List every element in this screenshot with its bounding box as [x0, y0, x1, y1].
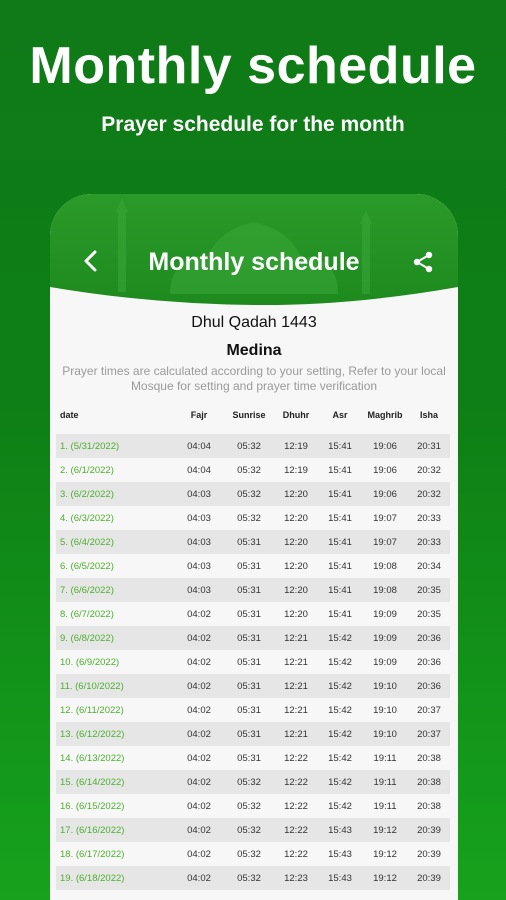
cell-fajr: 04:02 [187, 680, 211, 692]
share-icon [411, 250, 435, 274]
cell-isha: 20:31 [417, 440, 441, 452]
cell-asr: 15:43 [328, 824, 352, 836]
cell-isha: 20:38 [417, 776, 441, 788]
cell-date[interactable]: 4. (6/3/2022) [60, 512, 114, 524]
cell-date[interactable]: 2. (6/1/2022) [60, 464, 114, 476]
cell-fajr: 04:02 [187, 800, 211, 812]
table-row[interactable] [56, 554, 450, 578]
cell-asr: 15:41 [328, 560, 352, 572]
cell-dhuhr: 12:22 [284, 824, 308, 836]
cell-date[interactable]: 7. (6/6/2022) [60, 584, 114, 596]
cell-fajr: 04:02 [187, 704, 211, 716]
cell-sunrise: 05:31 [237, 608, 261, 620]
cell-dhuhr: 12:20 [284, 512, 308, 524]
cell-sunrise: 05:32 [237, 512, 261, 524]
cell-date[interactable]: 1. (5/31/2022) [60, 440, 120, 452]
cell-maghrib: 19:09 [373, 608, 397, 620]
cell-dhuhr: 12:22 [284, 752, 308, 764]
cell-isha: 20:33 [417, 536, 441, 548]
column-header-fajr: Fajr [190, 410, 208, 420]
cell-asr: 15:42 [328, 656, 352, 668]
cell-isha: 20:37 [417, 704, 441, 716]
cell-isha: 20:36 [417, 680, 441, 692]
cell-asr: 15:42 [328, 704, 352, 716]
cell-date[interactable]: 10. (6/9/2022) [60, 656, 120, 668]
column-header-asr: Asr [332, 410, 348, 420]
phone-frame [50, 194, 458, 900]
table-row[interactable] [56, 626, 450, 650]
cell-asr: 15:42 [328, 776, 352, 788]
cell-date[interactable]: 5. (6/4/2022) [60, 536, 114, 548]
cell-fajr: 04:03 [187, 488, 211, 500]
cell-isha: 20:35 [417, 608, 441, 620]
cell-isha: 20:36 [417, 656, 441, 668]
cell-sunrise: 05:31 [237, 752, 261, 764]
cell-sunrise: 05:32 [237, 488, 261, 500]
table-row[interactable] [56, 866, 450, 890]
cell-date[interactable]: 11. (6/10/2022) [60, 680, 124, 692]
cell-dhuhr: 12:20 [284, 560, 308, 572]
cell-asr: 15:43 [328, 848, 352, 860]
cell-date[interactable]: 14. (6/13/2022) [60, 752, 125, 764]
cell-maghrib: 19:10 [373, 680, 397, 692]
cell-dhuhr: 12:20 [284, 536, 308, 548]
cell-isha: 20:38 [417, 752, 441, 764]
app-bar-title: Monthly schedule [148, 248, 360, 276]
cell-dhuhr: 12:22 [284, 848, 308, 860]
cell-sunrise: 05:32 [237, 848, 261, 860]
cell-date[interactable]: 15. (6/14/2022) [60, 776, 125, 788]
table-row[interactable] [56, 482, 450, 506]
cell-isha: 20:39 [417, 872, 441, 884]
cell-asr: 15:41 [328, 512, 352, 524]
table-row[interactable] [56, 578, 450, 602]
cell-sunrise: 05:31 [237, 584, 261, 596]
cell-maghrib: 19:11 [373, 752, 397, 764]
cell-date[interactable]: 19. (6/18/2022) [60, 872, 125, 884]
cell-maghrib: 19:06 [373, 488, 397, 500]
cell-fajr: 04:03 [187, 512, 211, 524]
cell-isha: 20:35 [417, 584, 441, 596]
cell-dhuhr: 12:19 [284, 440, 308, 452]
cell-maghrib: 19:10 [373, 704, 397, 716]
column-header-dhuhr: Dhuhr [282, 410, 310, 420]
cell-asr: 15:43 [328, 872, 352, 884]
cell-date[interactable]: 16. (6/15/2022) [60, 800, 125, 812]
cell-dhuhr: 12:20 [284, 608, 308, 620]
table-row[interactable] [56, 602, 450, 626]
cell-fajr: 04:02 [187, 752, 211, 764]
cell-fajr: 04:02 [187, 632, 211, 644]
cell-dhuhr: 12:21 [284, 680, 308, 692]
table-row[interactable] [56, 434, 450, 458]
cell-fajr: 04:02 [187, 776, 211, 788]
cell-maghrib: 19:12 [373, 824, 397, 836]
cell-maghrib: 19:08 [373, 584, 397, 596]
cell-maghrib: 19:07 [373, 536, 397, 548]
table-header-row [56, 400, 450, 430]
cell-dhuhr: 12:23 [284, 872, 308, 884]
cell-fajr: 04:02 [187, 872, 211, 884]
cell-date[interactable]: 18. (6/17/2022) [60, 848, 125, 860]
cell-isha: 20:34 [417, 560, 441, 572]
cell-sunrise: 05:31 [237, 656, 261, 668]
cell-dhuhr: 12:20 [284, 584, 308, 596]
cell-dhuhr: 12:22 [284, 776, 308, 788]
cell-asr: 15:42 [328, 680, 352, 692]
cell-maghrib: 19:12 [373, 848, 397, 860]
table-row[interactable] [56, 458, 450, 482]
cell-maghrib: 19:08 [373, 560, 397, 572]
app-bar [50, 194, 458, 312]
cell-maghrib: 19:12 [373, 872, 397, 884]
cell-maghrib: 19:06 [373, 440, 397, 452]
table-row[interactable] [56, 506, 450, 530]
cell-sunrise: 05:31 [237, 560, 261, 572]
cell-fajr: 04:04 [187, 440, 211, 452]
table-row[interactable] [56, 794, 450, 818]
table-row[interactable] [56, 674, 450, 698]
cell-dhuhr: 12:21 [284, 704, 308, 716]
column-header-maghrib: Maghrib [367, 410, 403, 420]
cell-asr: 15:41 [328, 608, 352, 620]
promo-title: Monthly schedule [29, 37, 477, 95]
cell-sunrise: 05:31 [237, 728, 261, 740]
cell-asr: 15:42 [328, 632, 352, 644]
calculation-notice: Prayer times are calculated according to your setting, Refer to your local Mosque for setting and prayer time verification [62, 364, 446, 393]
cell-asr: 15:41 [328, 536, 352, 548]
cell-sunrise: 05:31 [237, 680, 261, 692]
cell-dhuhr: 12:19 [284, 464, 308, 476]
cell-sunrise: 05:32 [237, 440, 261, 452]
cell-asr: 15:41 [328, 488, 352, 500]
column-header-sunrise: Sunrise [232, 410, 266, 420]
column-header-date: date [60, 410, 79, 420]
cell-isha: 20:33 [417, 512, 441, 524]
cell-isha: 20:37 [417, 728, 441, 740]
hijri-month-title: Dhul Qadah 1443 [191, 314, 317, 331]
cell-date[interactable]: 6. (6/5/2022) [60, 560, 114, 572]
table-row[interactable] [56, 698, 450, 722]
cell-dhuhr: 12:21 [284, 632, 308, 644]
cell-isha: 20:32 [417, 488, 441, 500]
cell-isha: 20:36 [417, 632, 441, 644]
prayer-times-table [56, 400, 450, 890]
cell-asr: 15:42 [328, 728, 352, 740]
cell-sunrise: 05:31 [237, 704, 261, 716]
cell-date[interactable]: 12. (6/11/2022) [60, 704, 124, 716]
cell-dhuhr: 12:21 [284, 656, 308, 668]
cell-fajr: 04:02 [187, 608, 211, 620]
cell-sunrise: 05:32 [237, 824, 261, 836]
cell-maghrib: 19:10 [373, 728, 397, 740]
cell-asr: 15:41 [328, 440, 352, 452]
cell-asr: 15:42 [328, 800, 352, 812]
cell-maghrib: 19:09 [373, 656, 397, 668]
cell-date[interactable]: 13. (6/12/2022) [60, 728, 125, 740]
cell-asr: 15:41 [328, 464, 352, 476]
cell-sunrise: 05:32 [237, 776, 261, 788]
cell-asr: 15:42 [328, 752, 352, 764]
cell-fajr: 04:03 [187, 536, 211, 548]
cell-date[interactable]: 3. (6/2/2022) [60, 488, 114, 500]
cell-fajr: 04:03 [187, 560, 211, 572]
cell-maghrib: 19:07 [373, 512, 397, 524]
cell-isha: 20:39 [417, 848, 441, 860]
cell-fajr: 04:02 [187, 848, 211, 860]
table-row[interactable] [56, 842, 450, 866]
cell-sunrise: 05:32 [237, 872, 261, 884]
cell-asr: 15:41 [328, 584, 352, 596]
cell-isha: 20:38 [417, 800, 441, 812]
table-row[interactable] [56, 818, 450, 842]
table-row[interactable] [56, 722, 450, 746]
cell-fajr: 04:02 [187, 656, 211, 668]
table-row[interactable] [56, 530, 450, 554]
cell-date[interactable]: 8. (6/7/2022) [60, 608, 114, 620]
cell-sunrise: 05:31 [237, 632, 261, 644]
table-row[interactable] [56, 770, 450, 794]
cell-sunrise: 05:32 [237, 800, 261, 812]
cell-sunrise: 05:32 [237, 464, 261, 476]
cell-date[interactable]: 17. (6/16/2022) [60, 824, 125, 836]
share-button[interactable] [408, 247, 438, 277]
cell-maghrib: 19:06 [373, 464, 397, 476]
city-title: Medina [226, 342, 282, 359]
cell-fajr: 04:04 [187, 464, 211, 476]
table-row[interactable] [56, 650, 450, 674]
cell-maghrib: 19:11 [373, 800, 397, 812]
column-header-isha: Isha [419, 410, 438, 420]
cell-fajr: 04:02 [187, 824, 211, 836]
cell-isha: 20:39 [417, 824, 441, 836]
cell-fajr: 04:03 [187, 584, 211, 596]
cell-dhuhr: 12:22 [284, 800, 308, 812]
table-row[interactable] [56, 746, 450, 770]
cell-date[interactable]: 9. (6/8/2022) [60, 632, 114, 644]
cell-isha: 20:32 [417, 464, 441, 476]
cell-dhuhr: 12:20 [284, 488, 308, 500]
cell-maghrib: 19:09 [373, 632, 397, 644]
cell-maghrib: 19:11 [373, 776, 397, 788]
promo-subtitle: Prayer schedule for the month [101, 113, 405, 136]
cell-fajr: 04:02 [187, 728, 211, 740]
cell-sunrise: 05:31 [237, 536, 261, 548]
cell-dhuhr: 12:21 [284, 728, 308, 740]
